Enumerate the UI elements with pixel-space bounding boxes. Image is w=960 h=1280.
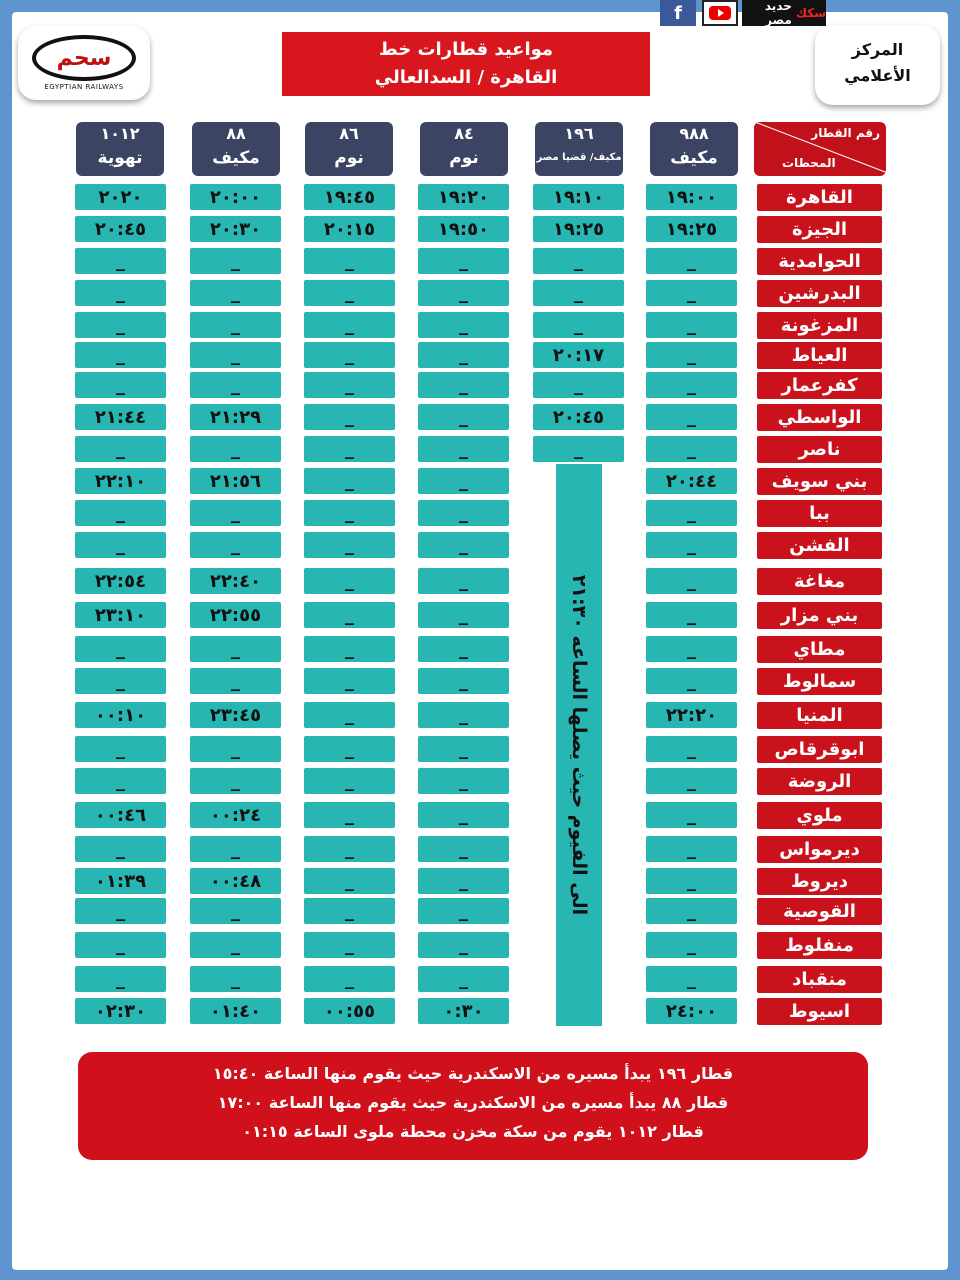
time-cell: _	[304, 312, 395, 338]
time-cell: _	[418, 668, 509, 694]
time-cell: ٢١:٥٦	[190, 468, 281, 494]
time-cell: _	[75, 532, 166, 558]
brand-prefix: سكك	[796, 6, 826, 20]
time-cell: ٢٤:٠٠	[646, 998, 737, 1024]
note-3: قطار ١٠١٢ يقوم من سكة مخزن محطة ملوى الساعة ٠١:١٥	[242, 1122, 704, 1141]
train-type: نوم	[334, 148, 364, 168]
time-cell: _	[418, 836, 509, 862]
station-label: ابوقرقاص	[757, 736, 882, 763]
brand-label	[742, 0, 826, 26]
station-label: ملوي	[757, 802, 882, 829]
logo-mark: سحم	[32, 35, 136, 81]
logo-text: EGYPTIAN RAILWAYS	[44, 83, 124, 91]
time-cell: ٢٠:١٥	[304, 216, 395, 242]
time-cell: _	[418, 602, 509, 628]
time-cell: _	[418, 372, 509, 398]
station-label: ديروط	[757, 868, 882, 895]
time-cell: _	[533, 248, 624, 274]
time-cell: ٢٠:٤٤	[646, 468, 737, 494]
station-label: مطاي	[757, 636, 882, 663]
time-cell: _	[190, 372, 281, 398]
station-label: الروضة	[757, 768, 882, 795]
time-cell: _	[304, 932, 395, 958]
time-cell: _	[418, 966, 509, 992]
time-cell: _	[418, 768, 509, 794]
time-cell: _	[304, 636, 395, 662]
train-header	[76, 122, 164, 176]
time-cell: _	[646, 966, 737, 992]
time-cell: _	[190, 532, 281, 558]
time-cell: _	[646, 372, 737, 398]
train-header	[420, 122, 508, 176]
time-cell: _	[646, 532, 737, 558]
station-label: الجيزة	[757, 216, 882, 243]
time-cell: ٢٠:٤٥	[533, 404, 624, 430]
time-cell: _	[190, 898, 281, 924]
title-line-2: القاهرة / السدالعالي	[374, 67, 558, 88]
time-cell: _	[646, 404, 737, 430]
time-cell: ٢٢:٥٤	[75, 568, 166, 594]
time-cell: _	[190, 736, 281, 762]
time-cell: _	[304, 802, 395, 828]
time-cell: _	[418, 868, 509, 894]
time-cell: ٢١:٤٤	[75, 404, 166, 430]
station-label: ناصر	[757, 436, 882, 463]
time-cell: _	[190, 342, 281, 368]
train-number: ٩٨٨	[679, 124, 709, 143]
time-cell: ٠٠:٤٨	[190, 868, 281, 894]
train-header	[305, 122, 393, 176]
time-cell: _	[190, 248, 281, 274]
time-cell: _	[304, 468, 395, 494]
time-cell: _	[190, 768, 281, 794]
time-cell: ١٩:٤٥	[304, 184, 395, 210]
train-number: ٨٨	[226, 124, 246, 143]
time-cell: _	[75, 312, 166, 338]
note-2: قطار ٨٨ يبدأ مسيره من الاسكندرية حيث يقوم منها الساعة ١٧:٠٠	[217, 1093, 729, 1112]
time-cell: _	[533, 312, 624, 338]
time-cell: _	[304, 966, 395, 992]
train-header	[650, 122, 738, 176]
station-label: بني سويف	[757, 468, 882, 495]
time-cell: ٢٢:١٠	[75, 468, 166, 494]
time-cell: _	[646, 312, 737, 338]
time-cell: _	[418, 436, 509, 462]
time-cell: ٠٢:٣٠	[75, 998, 166, 1024]
time-cell: _	[190, 436, 281, 462]
station-label: اسيوط	[757, 998, 882, 1025]
train-type: مكيف	[670, 148, 718, 168]
time-cell: ٢٠:١٧	[533, 342, 624, 368]
time-cell: ٠٠:١٠	[75, 702, 166, 728]
note-1: قطار ١٩٦ يبدأ مسيره من الاسكندرية حيث يقوم منها الساعة ١٥:٤٠	[212, 1064, 734, 1083]
time-cell: _	[646, 342, 737, 368]
media-line-2: الأعلامي	[844, 66, 911, 85]
time-cell: _	[418, 568, 509, 594]
time-cell: _	[190, 966, 281, 992]
title-line-1: مواعيد قطارات خط	[378, 39, 554, 60]
train-number: ٨٦	[339, 124, 359, 143]
train-number: ١٩٦	[564, 124, 594, 143]
time-cell: _	[304, 500, 395, 526]
time-cell: ٠١:٣٩	[75, 868, 166, 894]
time-cell: _	[75, 248, 166, 274]
station-label: القوصية	[757, 898, 882, 925]
time-cell: ١٩:٢٥	[646, 216, 737, 242]
train-header	[535, 122, 623, 176]
time-cell: ٢٢:٥٥	[190, 602, 281, 628]
time-cell: _	[304, 898, 395, 924]
time-cell: _	[304, 736, 395, 762]
time-cell: _	[533, 280, 624, 306]
time-cell: _	[646, 836, 737, 862]
station-label: المنيا	[757, 702, 882, 729]
time-cell: ٠:٣٠	[418, 998, 509, 1024]
time-cell: ٢٠:٤٥	[75, 216, 166, 242]
time-cell: _	[190, 312, 281, 338]
station-label: ببا	[757, 500, 882, 527]
time-cell: _	[75, 436, 166, 462]
train-196-fayoum-note: الى الفيوم حيث يصلها الساعه ٢١:٣٠	[568, 574, 590, 916]
time-cell: _	[418, 500, 509, 526]
station-label: البدرشين	[757, 280, 882, 307]
train-type: نوم	[449, 148, 479, 168]
time-cell: _	[304, 532, 395, 558]
time-cell: _	[418, 736, 509, 762]
time-cell: _	[304, 342, 395, 368]
time-cell: _	[304, 836, 395, 862]
time-cell: _	[190, 280, 281, 306]
time-cell: _	[190, 932, 281, 958]
time-cell: _	[418, 802, 509, 828]
time-cell: _	[646, 668, 737, 694]
brand-rest: حديد مصر	[764, 0, 792, 27]
notes-box	[78, 1052, 868, 1160]
time-cell: ٢٣:١٠	[75, 602, 166, 628]
time-cell: _	[418, 248, 509, 274]
media-line-1: المركز	[851, 40, 904, 59]
time-cell: _	[646, 768, 737, 794]
time-cell: _	[646, 736, 737, 762]
time-cell: _	[418, 532, 509, 558]
time-cell: _	[646, 802, 737, 828]
station-label: كفرعمار	[757, 372, 882, 399]
time-cell: ٢٠:٠٠	[190, 184, 281, 210]
time-cell: ٢٣:٤٥	[190, 702, 281, 728]
time-cell: _	[75, 500, 166, 526]
time-cell: _	[646, 280, 737, 306]
corner-header	[754, 122, 886, 176]
station-label: العياط	[757, 342, 882, 369]
time-cell: _	[418, 312, 509, 338]
time-cell: _	[75, 736, 166, 762]
time-cell: _	[418, 636, 509, 662]
time-cell: _	[304, 668, 395, 694]
time-cell: _	[418, 280, 509, 306]
train-header	[192, 122, 280, 176]
time-cell: ٢٠:٣٠	[190, 216, 281, 242]
time-cell: _	[646, 248, 737, 274]
page-title	[282, 32, 650, 96]
corner-stations-label: المحطات	[782, 156, 836, 170]
time-cell: _	[646, 500, 737, 526]
time-cell: ٠٠:٥٥	[304, 998, 395, 1024]
time-cell: ٠١:٤٠	[190, 998, 281, 1024]
time-cell: _	[75, 372, 166, 398]
time-cell: _	[304, 404, 395, 430]
time-cell: _	[418, 342, 509, 368]
train-number: ١٠١٢	[100, 124, 140, 143]
time-cell: _	[304, 568, 395, 594]
time-cell: _	[646, 602, 737, 628]
time-cell: _	[646, 932, 737, 958]
time-cell: _	[304, 768, 395, 794]
time-cell: _	[418, 468, 509, 494]
time-cell: _	[190, 636, 281, 662]
station-label: الواسطي	[757, 404, 882, 431]
time-cell: _	[533, 436, 624, 462]
time-cell: ٠٠:٤٦	[75, 802, 166, 828]
station-label: الفشن	[757, 532, 882, 559]
time-cell: _	[304, 280, 395, 306]
time-cell: _	[190, 836, 281, 862]
time-cell: ١٩:٠٠	[646, 184, 737, 210]
time-cell: _	[75, 898, 166, 924]
time-cell: ٢٠٢٠	[75, 184, 166, 210]
time-cell: _	[646, 436, 737, 462]
station-label: بني مزار	[757, 602, 882, 629]
time-cell: _	[304, 436, 395, 462]
time-cell: _	[304, 702, 395, 728]
time-cell: _	[533, 372, 624, 398]
egyptian-railways-logo	[18, 26, 150, 100]
time-cell: _	[418, 932, 509, 958]
time-cell: _	[190, 500, 281, 526]
time-cell: _	[190, 668, 281, 694]
facebook-icon[interactable]: f	[660, 0, 696, 26]
time-cell: _	[304, 372, 395, 398]
time-cell: _	[646, 636, 737, 662]
station-label: منقباد	[757, 966, 882, 993]
time-cell: _	[418, 898, 509, 924]
time-cell: ٠٠:٢٤	[190, 802, 281, 828]
time-cell: _	[304, 248, 395, 274]
time-cell: ١٩:٢٥	[533, 216, 624, 242]
station-label: منفلوط	[757, 932, 882, 959]
time-cell: _	[418, 702, 509, 728]
time-cell: ١٩:١٠	[533, 184, 624, 210]
station-label: القاهرة	[757, 184, 882, 211]
time-cell: _	[75, 636, 166, 662]
time-cell: ١٩:٥٠	[418, 216, 509, 242]
station-label: المزغونة	[757, 312, 882, 339]
station-label: ديرمواس	[757, 836, 882, 863]
train-type: تهوية	[97, 148, 143, 168]
station-label: الحوامدية	[757, 248, 882, 275]
media-center-badge	[815, 25, 940, 105]
time-cell: _	[418, 404, 509, 430]
time-cell: _	[646, 868, 737, 894]
train-number: ٨٤	[454, 124, 474, 143]
time-cell: _	[75, 342, 166, 368]
time-cell: ٢٢:٢٠	[646, 702, 737, 728]
corner-trains-label: رقم القطار	[811, 126, 880, 140]
train-type: مكيف	[212, 148, 260, 168]
time-cell: _	[75, 932, 166, 958]
time-cell: _	[75, 966, 166, 992]
time-cell: ٢١:٢٩	[190, 404, 281, 430]
time-cell: ٢٢:٤٠	[190, 568, 281, 594]
station-label: سمالوط	[757, 668, 882, 695]
time-cell: _	[75, 836, 166, 862]
time-cell: _	[75, 668, 166, 694]
station-label: مغاغة	[757, 568, 882, 595]
time-cell: _	[304, 602, 395, 628]
time-cell: _	[75, 280, 166, 306]
time-cell: _	[646, 568, 737, 594]
train-type: مكيف/ قضيا مصر	[536, 152, 622, 163]
time-cell: _	[304, 868, 395, 894]
time-cell: _	[646, 898, 737, 924]
youtube-icon[interactable]	[702, 0, 738, 26]
time-cell: _	[75, 768, 166, 794]
time-cell: ١٩:٢٠	[418, 184, 509, 210]
